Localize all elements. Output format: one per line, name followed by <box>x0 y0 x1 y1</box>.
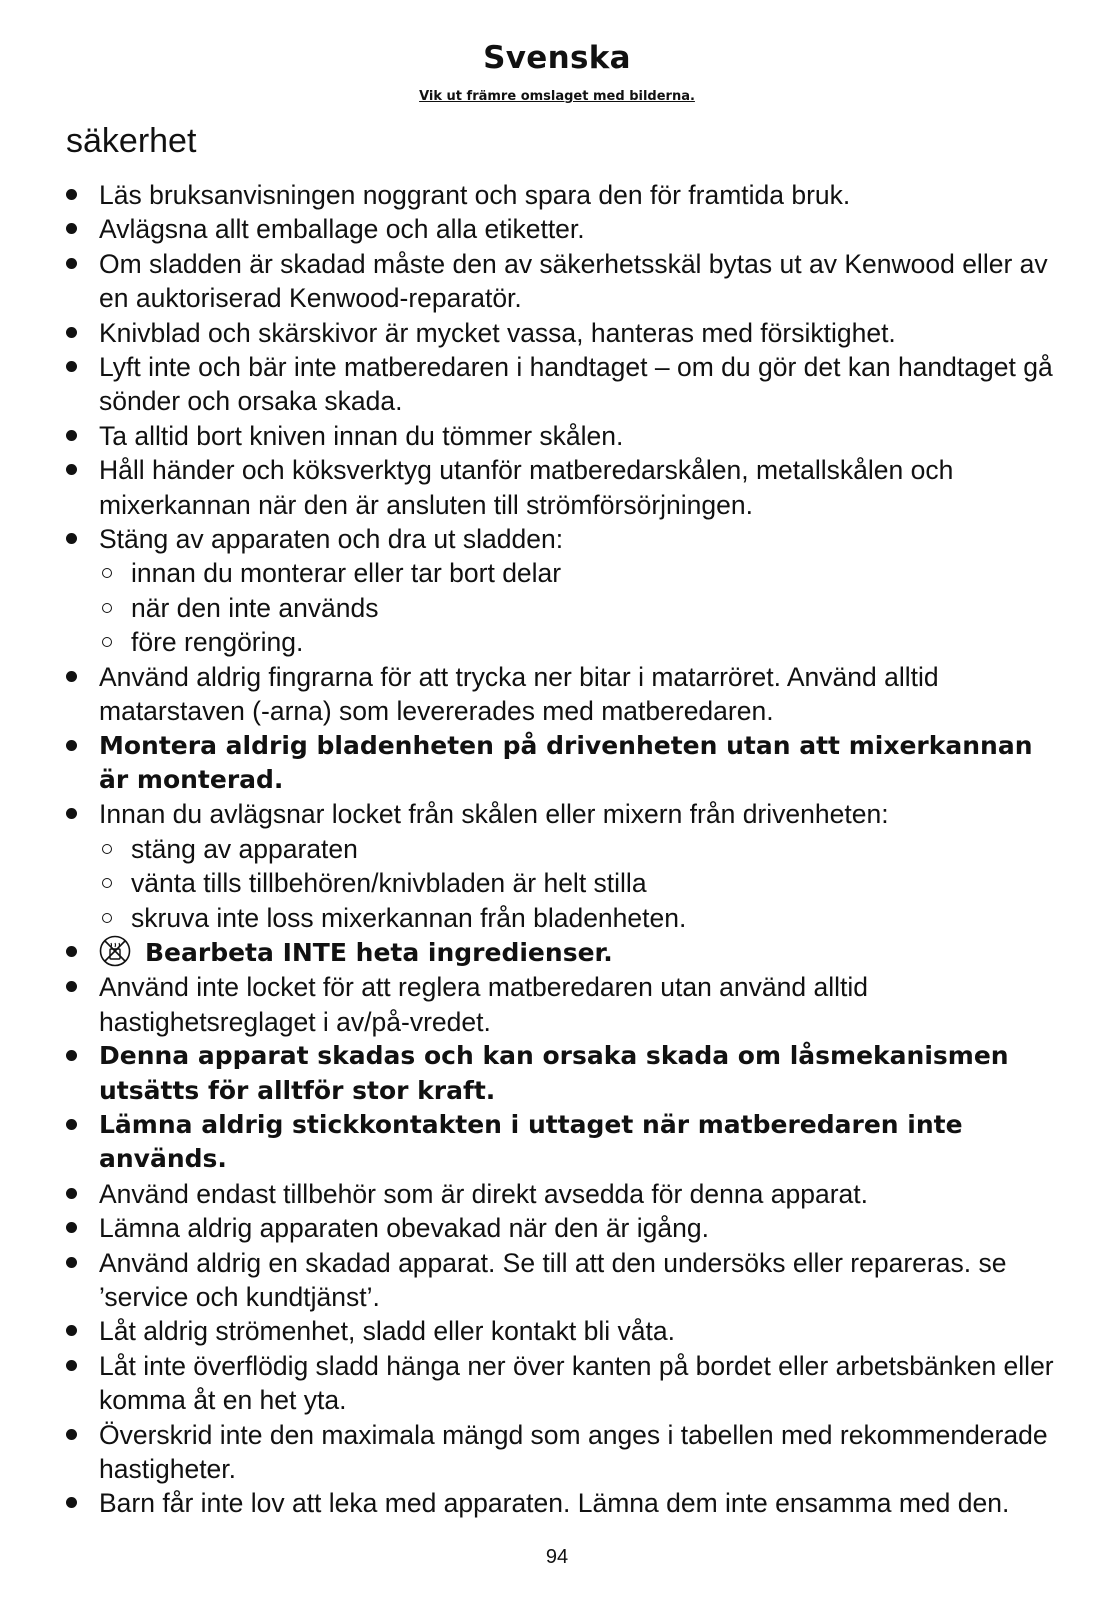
safety-item: Stäng av apparaten och dra ut sladden: innan du monterar eller tar bort delar när den inte används före rengöring. <box>64 522 1064 660</box>
bullet-icon <box>66 533 77 544</box>
safety-item: Innan du avlägsnar locket från skålen eller mixern från drivenheten: stäng av apparaten vänta tills tillbehören/knivbladen är helt stilla skruva inte loss mixerkannan från bladenheten. <box>64 797 1064 935</box>
circle-bullet-icon <box>102 637 112 647</box>
sub-item: stäng av apparaten <box>99 832 1064 866</box>
safety-item: Läs bruksanvisningen noggrant och spara den för framtida bruk. <box>64 178 1064 212</box>
page-title: Svenska <box>483 40 631 76</box>
circle-bullet-icon <box>102 568 112 578</box>
bullet-icon <box>66 189 77 200</box>
safety-item: Överskrid inte den maximala mängd som anges i tabellen med rekommenderade hastigheter. <box>64 1418 1064 1487</box>
safety-item: Avlägsna allt emballage och alla etiketter. <box>64 212 1064 246</box>
bullet-icon <box>66 671 77 682</box>
fold-out-instruction: Vik ut främre omslaget med bilderna. <box>419 89 695 104</box>
bullet-icon <box>66 1429 77 1440</box>
safety-item: Knivblad och skärskivor är mycket vassa, hanteras med försiktighet. <box>64 316 1064 350</box>
section-heading: säkerhet <box>66 122 197 160</box>
safety-list <box>64 178 1064 1521</box>
sub-list <box>99 832 1064 935</box>
bullet-icon <box>66 430 77 441</box>
safety-item-bold: Bearbeta INTE heta ingredienser. <box>64 935 1064 970</box>
bullet-icon <box>66 981 77 992</box>
safety-item: Använd inte locket för att reglera matberedaren utan använd alltid hastighetsreglaget i av/på-vredet. <box>64 970 1064 1039</box>
sub-item: när den inte används <box>99 591 1064 625</box>
bullet-icon <box>66 1325 77 1336</box>
safety-item: Ta alltid bort kniven innan du tömmer skålen. <box>64 419 1064 453</box>
circle-bullet-icon <box>102 844 112 854</box>
bullet-icon <box>66 258 77 269</box>
safety-item: Använd aldrig fingrarna för att trycka ner bitar i matarröret. Använd alltid matarstaven (-arna) som levererades med matberedaren. <box>64 660 1064 729</box>
circle-bullet-icon <box>102 913 112 923</box>
bullet-icon <box>66 1050 77 1061</box>
bullet-icon <box>66 1497 77 1508</box>
bullet-icon <box>66 1360 77 1371</box>
bullet-icon <box>66 1188 77 1199</box>
sub-item: innan du monterar eller tar bort delar <box>99 556 1064 590</box>
safety-item: Använd endast tillbehör som är direkt avsedda för denna apparat. <box>64 1177 1064 1211</box>
safety-item-bold: Lämna aldrig stickkontakten i uttaget när matberedaren inte används. <box>64 1108 1064 1177</box>
safety-item: Barn får inte lov att leka med apparaten. Lämna dem inte ensamma med den. <box>64 1486 1064 1520</box>
safety-item: Lämna aldrig apparaten obevakad när den är igång. <box>64 1211 1064 1245</box>
safety-item: Lyft inte och bär inte matberedaren i handtaget – om du gör det kan handtaget gå sönder och orsaka skada. <box>64 350 1064 419</box>
bullet-icon <box>66 1119 77 1130</box>
safety-item-bold: Montera aldrig bladenheten på drivenheten utan att mixerkannan är monterad. <box>64 729 1064 798</box>
bullet-icon <box>66 327 77 338</box>
page-number: 94 <box>545 1546 569 1568</box>
bullet-icon <box>66 223 77 234</box>
bullet-icon <box>66 946 77 957</box>
sub-item: skruva inte loss mixerkannan från bladenheten. <box>99 901 1064 935</box>
sub-item: vänta tills tillbehören/knivbladen är helt stilla <box>99 866 1064 900</box>
sub-item: före rengöring. <box>99 625 1064 659</box>
safety-item: Använd aldrig en skadad apparat. Se till att den undersöks eller repareras. se ’service och kundtjänst’. <box>64 1246 1064 1315</box>
bullet-icon <box>66 1257 77 1268</box>
no-hot-ingredients-icon <box>99 935 131 967</box>
bullet-icon <box>66 808 77 819</box>
safety-item-bold: Denna apparat skadas och kan orsaka skada om låsmekanismen utsätts för alltför stor kraft. <box>64 1039 1064 1108</box>
circle-bullet-icon <box>102 603 112 613</box>
safety-item: Låt inte överflödig sladd hänga ner över kanten på bordet eller arbetsbänken eller komma åt en het yta. <box>64 1349 1064 1418</box>
bullet-icon <box>66 464 77 475</box>
circle-bullet-icon <box>102 878 112 888</box>
bullet-icon <box>66 1222 77 1233</box>
safety-item: Låt aldrig strömenhet, sladd eller kontakt bli våta. <box>64 1314 1064 1348</box>
bullet-icon <box>66 740 77 751</box>
safety-item: Om sladden är skadad måste den av säkerhetsskäl bytas ut av Kenwood eller av en auktoriserad Kenwood-reparatör. <box>64 247 1064 316</box>
sub-list <box>99 556 1064 659</box>
bullet-icon <box>66 361 77 372</box>
safety-item: Håll händer och köksverktyg utanför matberedarskålen, metallskålen och mixerkannan när den är ansluten till strömförsörjningen. <box>64 453 1064 522</box>
